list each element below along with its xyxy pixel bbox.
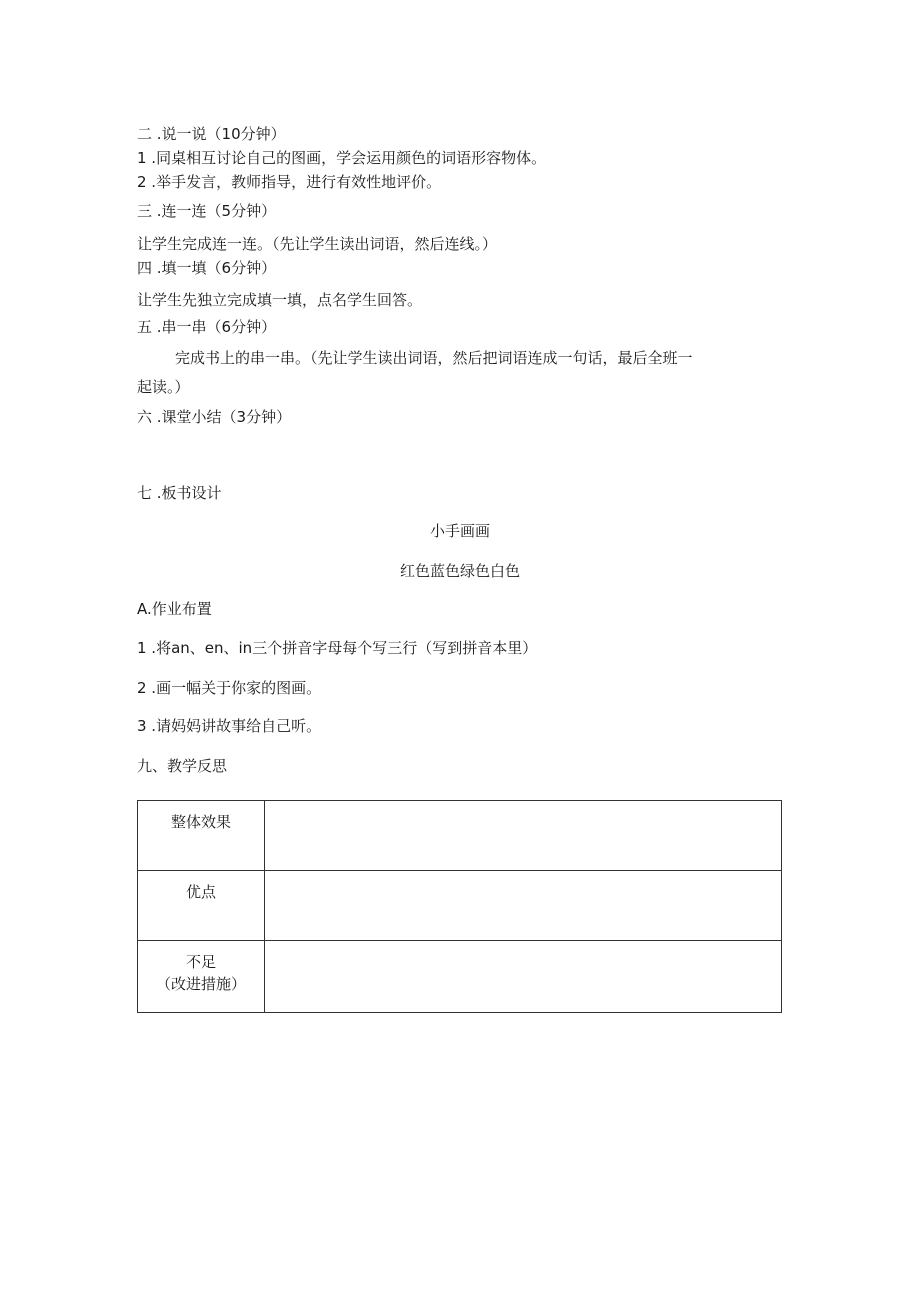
board-design-colors: 红色蓝色绿色白色 <box>399 562 520 580</box>
reflection-strengths-text: 优点 <box>185 883 216 901</box>
section-3-body: 让学生完成连一连。（先让学生读出词语，然后连线。） <box>137 235 498 253</box>
section-6-title: 六 .课堂小结（3分钟） <box>137 408 292 426</box>
reflection-weakness-text: 不足 <box>185 953 216 971</box>
section-5-body-line-2: 起读。） <box>137 378 190 396</box>
reflection-title: 九、教学反思 <box>137 757 228 775</box>
reflection-strengths-cell <box>265 871 782 941</box>
homework-item-1: 1 .将an、en、in三个拼音字母每个写三行（写到拼音本里） <box>137 639 538 657</box>
section-5-body-line-1: 完成书上的串一串。（先让学生读出词语，然后把词语连成一句话，最后全班一 <box>175 349 693 367</box>
section-4-title: 四 .填一填（6分钟） <box>137 259 277 277</box>
board-design-title: 小手画画 <box>429 522 490 540</box>
reflection-overall-text: 整体效果 <box>170 813 231 831</box>
homework-item-2: 2 .画一幅关于你家的图画。 <box>137 679 322 697</box>
table-row <box>138 801 782 871</box>
reflection-table <box>137 800 782 1013</box>
section-4-body: 让学生先独立完成填一填，点名学生回答。 <box>137 291 423 309</box>
reflection-weakness-cell <box>265 941 782 1013</box>
section-2-item-1: 1 .同桌相互讨论自己的图画，学会运用颜色的词语形容物体。 <box>137 149 547 167</box>
table-row <box>138 871 782 941</box>
section-3-title: 三 .连一连（5分钟） <box>137 202 277 220</box>
homework-item-3: 3 .请妈妈讲故事给自己听。 <box>137 717 322 735</box>
reflection-strengths-label <box>138 871 265 941</box>
section-2-title: 二 .说一说（10分钟） <box>137 125 286 143</box>
reflection-overall-cell <box>265 801 782 871</box>
homework-title: A.作业布置 <box>137 600 212 618</box>
reflection-weakness-label <box>138 941 265 1013</box>
reflection-improvement-text: （改进措施） <box>155 975 246 993</box>
section-7-title: 七 .板书设计 <box>137 484 222 502</box>
section-2-item-2: 2 .举手发言，教师指导，进行有效性地评价。 <box>137 173 442 191</box>
reflection-overall-label <box>138 801 265 871</box>
section-5-title: 五 .串一串（6分钟） <box>137 318 277 336</box>
table-row <box>138 941 782 1013</box>
